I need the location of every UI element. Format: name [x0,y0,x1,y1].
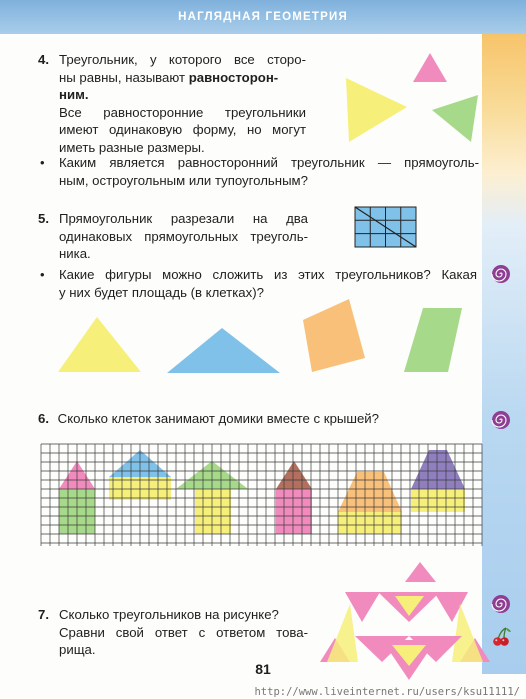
spiral-icon [491,264,511,284]
spiral-icon [491,410,511,430]
task6-number: 6. [38,411,49,426]
task5-line1: Прямоугольник разрезали на два [59,211,308,226]
task4-line5: иметь разные размеры. [59,139,205,155]
task4-bullet: • [40,155,45,170]
task4-number: 4. [38,52,49,67]
header-title: НАГЛЯДНАЯ ГЕОМЕТРИЯ [178,11,348,23]
task5-bullet: • [40,267,45,282]
task4-question-line2: ным, остроугольным или тупоугольным? [59,172,308,188]
spiral-icon [491,594,511,614]
task7-number: 7. [38,607,49,622]
task4-question-line1: Каким является равносторонний треугольник — прямоуголь- [59,155,479,170]
cherries-icon [490,626,512,648]
task4-line4: имеют одинаковую форму, но могут [59,122,306,137]
task5-number: 5. [38,211,49,226]
task5-question-line1: Какие фигуры можно сложить из этих треугольников? Какая [59,267,477,282]
task5-line2: одинаковых прямоугольных треуголь- [59,228,308,244]
task4-term: равносторон- [188,69,279,85]
task4-term-end: ним. [59,87,89,102]
page-number: 81 [255,661,271,677]
footer-url: http://www.liveinternet.ru/users/ksu11111/ [254,686,520,698]
task5-line3: ника. [59,246,91,261]
task7-line3: рища. [59,642,96,657]
task4-line2: ны равны, называют [59,69,189,85]
task7-line2: Сравни свой ответ с ответом това- [59,624,308,640]
task6-question: Сколько клеток занимают домики вместе с крышей? [57,411,380,426]
task5-question-line2: у них будет площадь (в клетках)? [59,284,264,300]
task4-line3: Все равносторонние треугольники [59,104,306,120]
task7-line1: Сколько треугольников на рисунке? [59,607,279,622]
task4-line1: Треугольник, у которого все сторо- [59,52,306,67]
